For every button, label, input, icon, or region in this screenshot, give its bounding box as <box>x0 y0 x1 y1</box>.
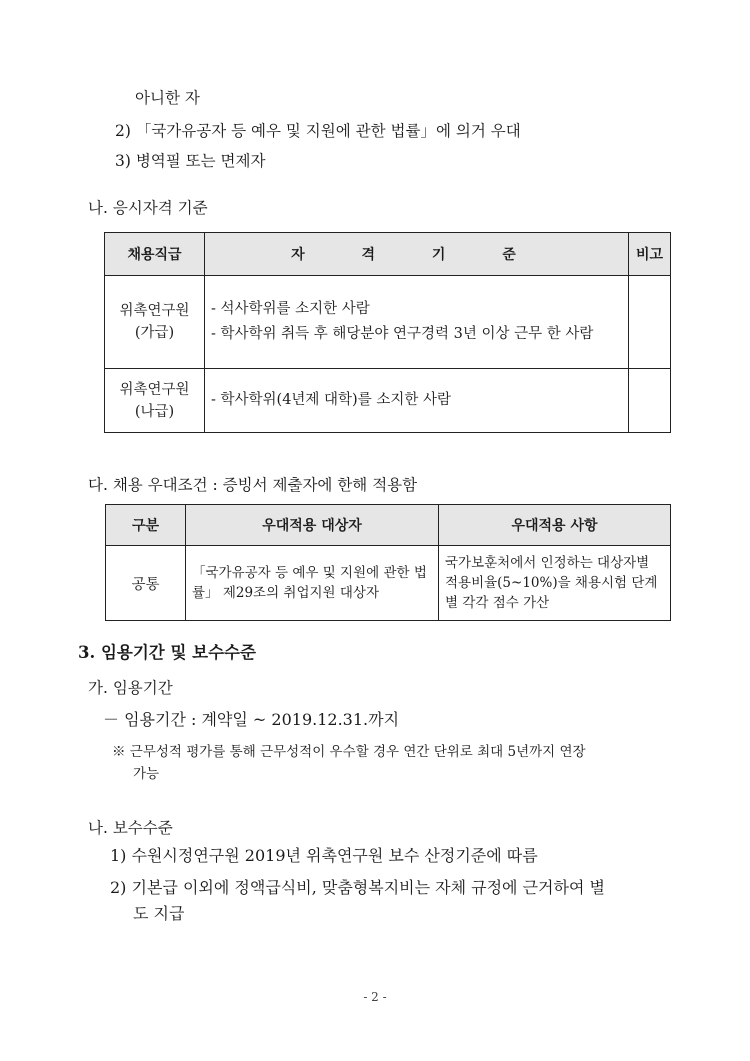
list-item-3: 3) 병역필 또는 면제자 <box>115 152 266 170</box>
term-note-cont: 가능 <box>133 766 160 782</box>
grade-cell: 위촉연구원 (나급) <box>105 369 205 433</box>
target-cell: 「국가유공자 등 예우 및 지원에 관한 법률」 제29조의 취업지원 대상자 <box>186 546 439 621</box>
table-row <box>106 546 671 621</box>
qualification-table <box>104 232 671 433</box>
column-header-category: 구분 <box>106 505 186 546</box>
table-row <box>105 369 671 433</box>
section-heading-preference: 다. 채용 우대조건 : 증빙서 제출자에 한해 적용함 <box>88 476 418 494</box>
subsection-heading-term: 가. 임용기간 <box>88 679 173 697</box>
pay-item-2-cont: 도 지급 <box>133 904 185 923</box>
pay-item-2: 2) 기본급 이외에 정액급식비, 맞춤형복지비는 자체 규정에 근거하여 별 <box>110 878 605 897</box>
column-header-criteria: 자 격 기 준 <box>205 233 629 276</box>
table-header-row <box>105 233 671 276</box>
criteria-item: - 석사학위를 소지한 사람 <box>211 301 370 317</box>
page-number: - 2 - <box>363 990 387 1004</box>
preference-table <box>105 504 671 621</box>
table-header-row <box>106 505 671 546</box>
detail-cell: 국가보훈처에서 인정하는 대상자별 적용비율(5~10%)을 채용시험 단계별 각각 점수 가산 <box>439 546 671 621</box>
pay-item-1: 1) 수원시정연구원 2019년 위촉연구원 보수 산정기준에 따름 <box>110 846 538 865</box>
section-title-3: 3. 임용기간 및 보수수준 <box>78 643 256 662</box>
note-cell <box>629 276 671 369</box>
section-heading-qualification: 나. 응시자격 기준 <box>88 199 208 217</box>
criteria-item: - 학사학위(4년제 대학)를 소지한 사람 <box>211 392 451 408</box>
criteria-cell <box>205 369 629 433</box>
note-cell <box>629 369 671 433</box>
column-header-detail: 우대적용 사항 <box>439 505 671 546</box>
subsection-heading-pay: 나. 보수수준 <box>88 819 173 837</box>
criteria-item: - 학사학위 취득 후 해당분야 연구경력 3년 이상 근무 한 사람 <box>211 326 594 342</box>
list-item-continuation: 아니한 자 <box>135 89 200 107</box>
list-item-2: 2) 「국가유공자 등 예우 및 지원에 관한 법률」에 의거 우대 <box>115 122 521 140</box>
grade-cell: 위촉연구원 (가급) <box>105 276 205 369</box>
column-header-target: 우대적용 대상자 <box>186 505 439 546</box>
column-header-note: 비고 <box>629 233 671 276</box>
term-item: － 임용기간 : 계약일 ~ 2019.12.31.까지 <box>103 710 400 729</box>
table-row <box>105 276 671 369</box>
term-note: ※ 근무성적 평가를 통해 근무성적이 우수할 경우 연간 단위로 최대 5년까지 연장 <box>112 744 586 760</box>
category-cell: 공통 <box>106 546 186 621</box>
criteria-cell <box>205 276 629 369</box>
column-header-grade: 채용직급 <box>105 233 205 276</box>
